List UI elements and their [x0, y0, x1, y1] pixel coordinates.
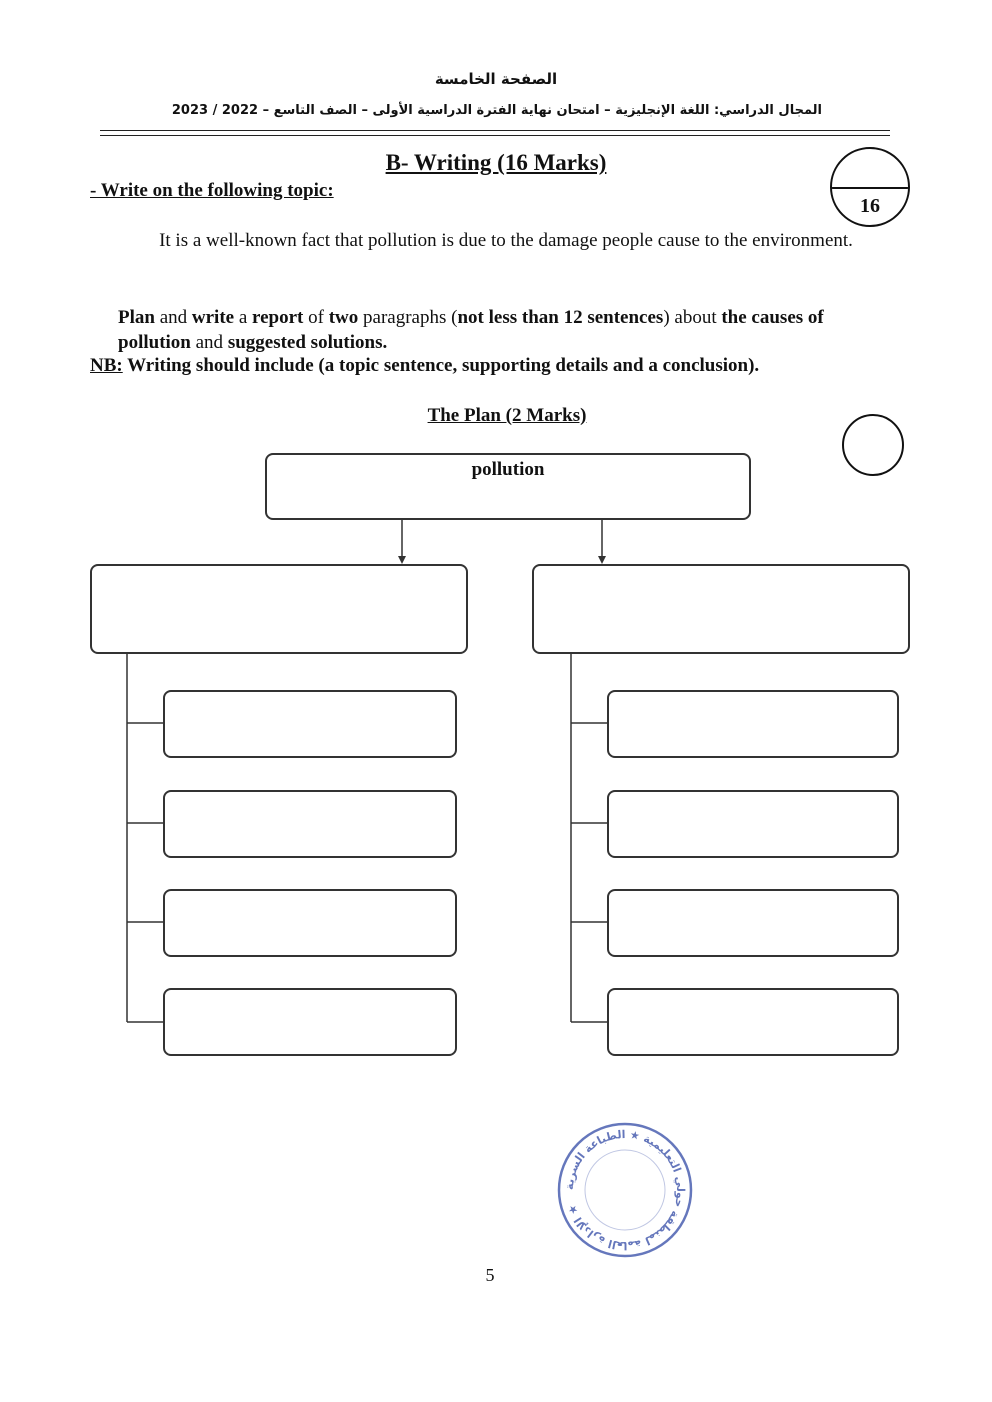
stamp-text: الإدارة العامة لمنطقة حولي التعليمية ★ الطباعة السرية ★: [562, 1127, 688, 1253]
plan-topic-box[interactable]: pollution: [265, 453, 751, 520]
paragraph-2-box[interactable]: [532, 564, 910, 654]
detail-box-right-3[interactable]: [607, 889, 899, 957]
plan-title: The Plan (2 Marks): [427, 405, 587, 426]
detail-box-right-1[interactable]: [607, 690, 899, 758]
section-title: B- Writing (16 Marks): [385, 150, 607, 175]
detail-box-left-1[interactable]: [163, 690, 457, 758]
nb-label: NB:: [90, 355, 123, 376]
topic-prompt: It is a well-known fact that pollution is due to the damage people cause to the environment.: [159, 230, 853, 251]
official-stamp: [555, 1120, 695, 1260]
task-word: Plan: [118, 307, 155, 328]
detail-box-right-4[interactable]: [607, 988, 899, 1056]
page-number: 5: [485, 1265, 495, 1285]
paragraph-1-box[interactable]: [90, 564, 468, 654]
detail-box-left-2[interactable]: [163, 790, 457, 858]
detail-box-left-3[interactable]: [163, 889, 457, 957]
task-instructions: Plan and write a report of two paragraphs (not less than 12 sentences) about the causes of pollution and suggested solutions.: [118, 307, 824, 353]
svg-text:الإدارة العامة لمنطقة حولي الت: [563, 1128, 687, 1252]
nb-text: Writing should include (a topic sentence, supporting details and a conclusion).: [122, 355, 760, 376]
page-label: الصفحة الخامسة: [434, 70, 558, 88]
section-instruction: - Write on the following topic:: [90, 180, 334, 201]
detail-box-left-4[interactable]: [163, 988, 457, 1056]
subject-line: المجال الدراسي: اللغة الإنجليزية – امتحان نهاية الفترة الدراسية الأولى – الصف التاسع – 2022 / 2023: [171, 103, 822, 118]
total-marks: 16: [860, 195, 880, 217]
detail-box-right-2[interactable]: [607, 790, 899, 858]
